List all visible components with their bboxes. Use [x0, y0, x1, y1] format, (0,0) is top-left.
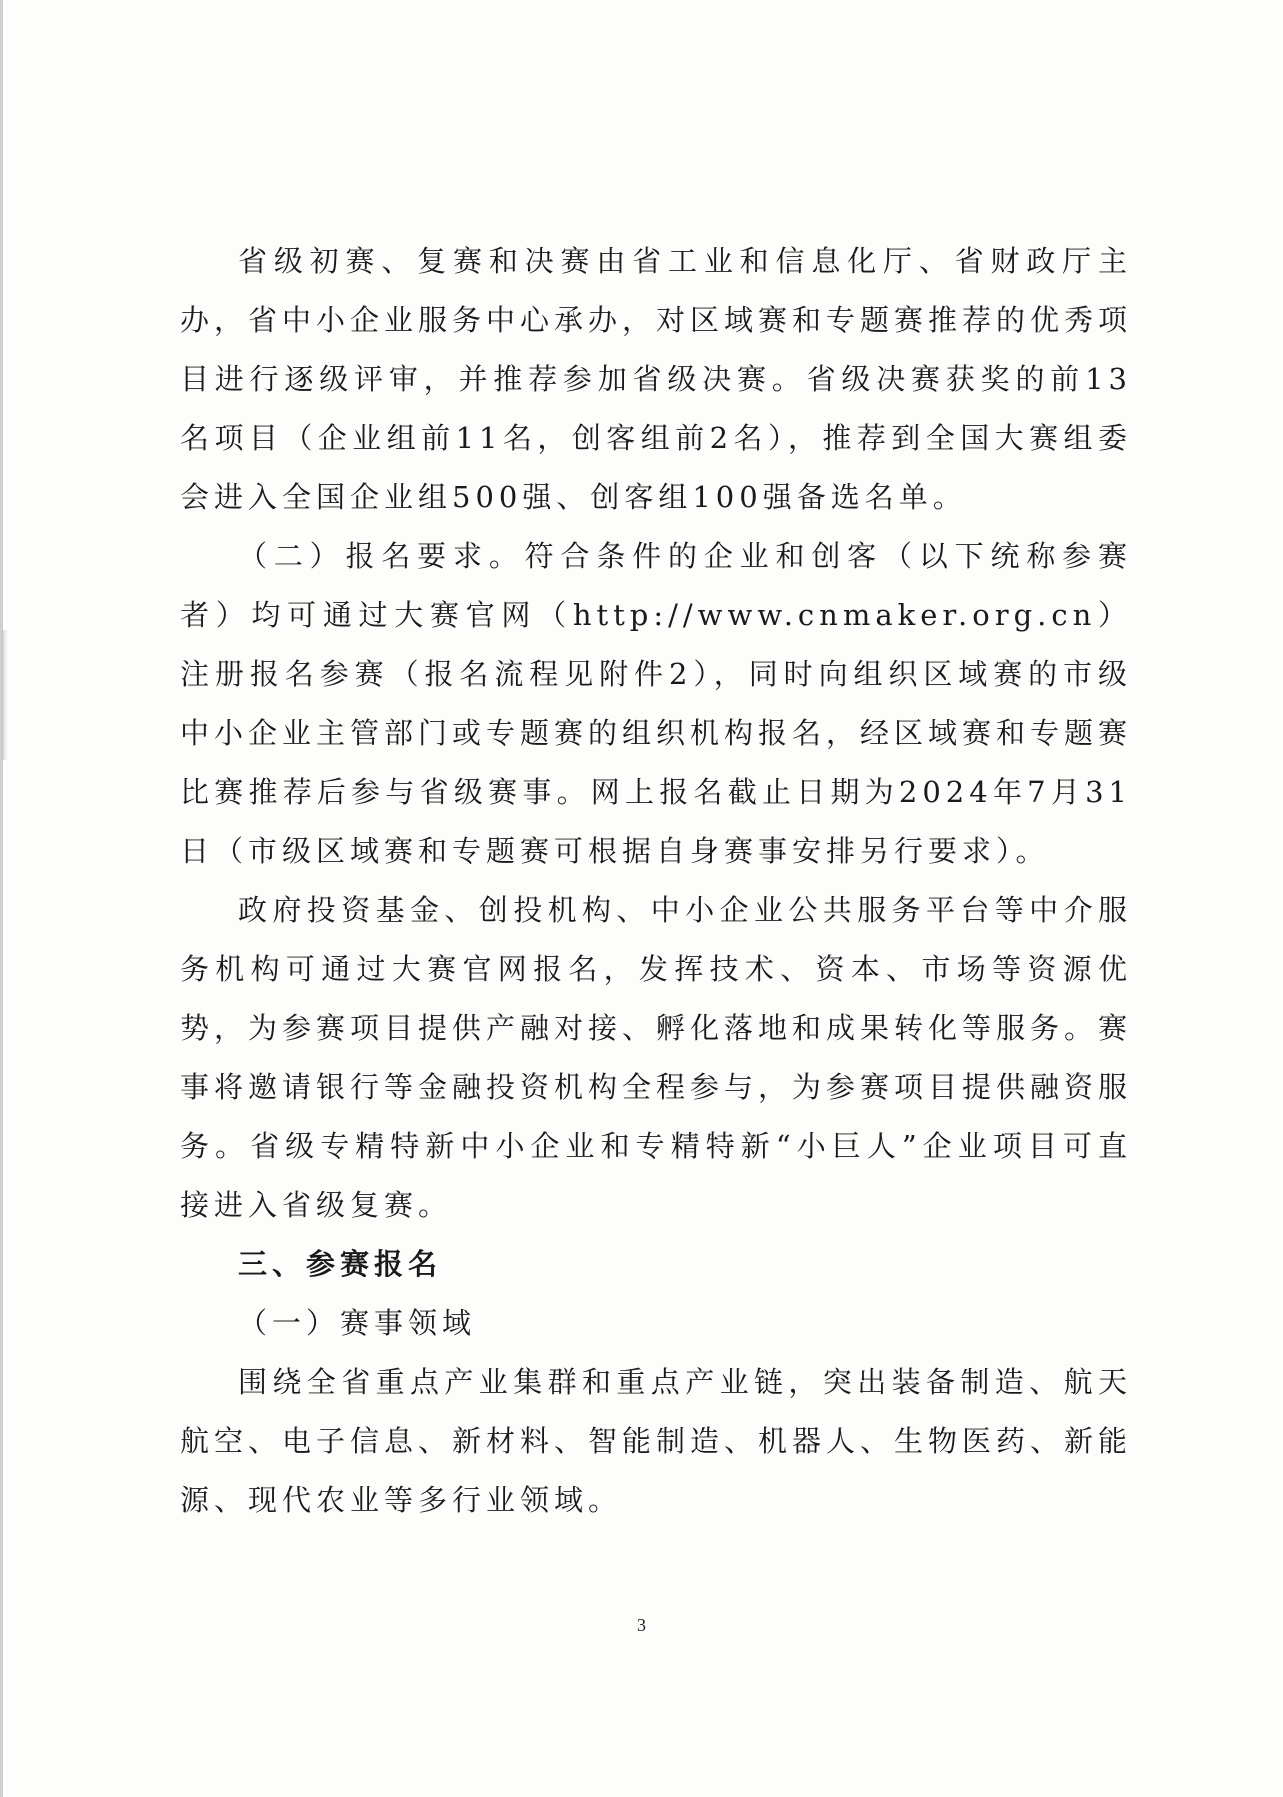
paragraph-competition-stages: 省级初赛、复赛和决赛由省工业和信息化厅、省财政厅主办，省中小企业服务中心承办，对区域赛和专题赛推荐的优秀项目进行逐级评审，并推荐参加省级决赛。省级决赛获奖的前13名项目（企业组前11名，创客组前2名），推荐到全国大赛组委会进入全国企业组500强、创客组100强备选名单。 [180, 244, 1133, 514]
paragraph-competition-fields: 围绕全省重点产业集群和重点产业链，突出装备制造、航天航空、电子信息、新材料、智能制造、机器人、生物医药、新能源、现代农业等多行业领域。 [180, 1365, 1133, 1517]
subsection-heading: （一）赛事领域 [238, 1306, 477, 1340]
scan-edge [0, 0, 3, 1797]
paragraph-registration-requirements: （二）报名要求。符合条件的企业和创客（以下统称参赛者）均可通过大赛官网（http://www.cnmaker.org.cn）注册报名参赛（报名流程见附件2），同时向组织区域赛的市级中小企业主管部门或专题赛的组织机构报名，经区域赛和专题赛比赛推荐后参与省级赛事。网上报名截止日期为2024年7月31日（市级区域赛和专题赛可根据自身赛事安排另行要求）。 [180, 539, 1133, 868]
page-number: 3 [637, 1615, 646, 1635]
section-heading: 三、参赛报名 [238, 1247, 443, 1281]
document-body [180, 232, 1132, 1530]
paragraph-service-institutions: 政府投资基金、创投机构、中小企业公共服务平台等中介服务机构可通过大赛官网报名，发挥技术、资本、市场等资源优势，为参赛项目提供产融对接、孵化落地和成果转化等服务。赛事将邀请银行等金融投资机构全程参与，为参赛项目提供融资服务。省级专精特新中小企业和专精特新“小巨人”企业项目可直接进入省级复赛。 [180, 893, 1133, 1222]
scan-shadow [2, 630, 8, 760]
